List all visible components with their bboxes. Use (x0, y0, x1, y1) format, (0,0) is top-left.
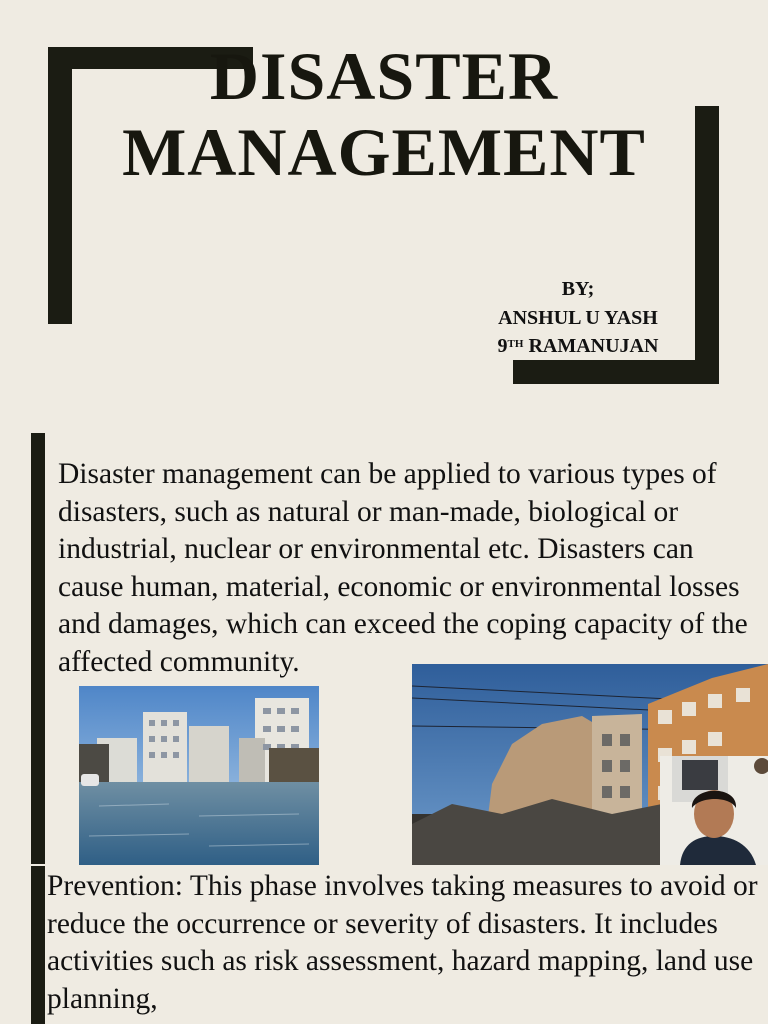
author-name: ANSHUL U YASH (498, 307, 658, 329)
title-line-2: MANAGEMENT (122, 114, 646, 190)
by-label: BY; (561, 278, 595, 300)
definition-paragraph: Disaster management can be applied to various types of disasters, such as natural or man-made, biological or industrial, nuclear or environmental etc. Disasters can cause human, material, economic or environmental losses and damages, which can exceed the coping capacity of the affected community. (58, 458, 748, 678)
frame-bottom-right-horizontal (513, 360, 719, 384)
prevention-paragraph: Prevention: This phase involves taking measures to avoid or reduce the occurrence or severity of disasters. It includes activities such as risk assessment, hazard mapping, land use planning, (47, 870, 758, 1015)
slide3-left-accent-bar (31, 866, 45, 1024)
title-line-1: DISASTER (209, 38, 559, 114)
class-name (470, 333, 686, 359)
class-suffix: TH (507, 338, 524, 350)
class-number: 9 (497, 335, 508, 357)
flood-photo (79, 686, 319, 865)
slide2-left-accent-bar (31, 433, 45, 864)
class-section: RAMANUJAN (528, 335, 659, 357)
presenter-webcam (660, 756, 768, 865)
